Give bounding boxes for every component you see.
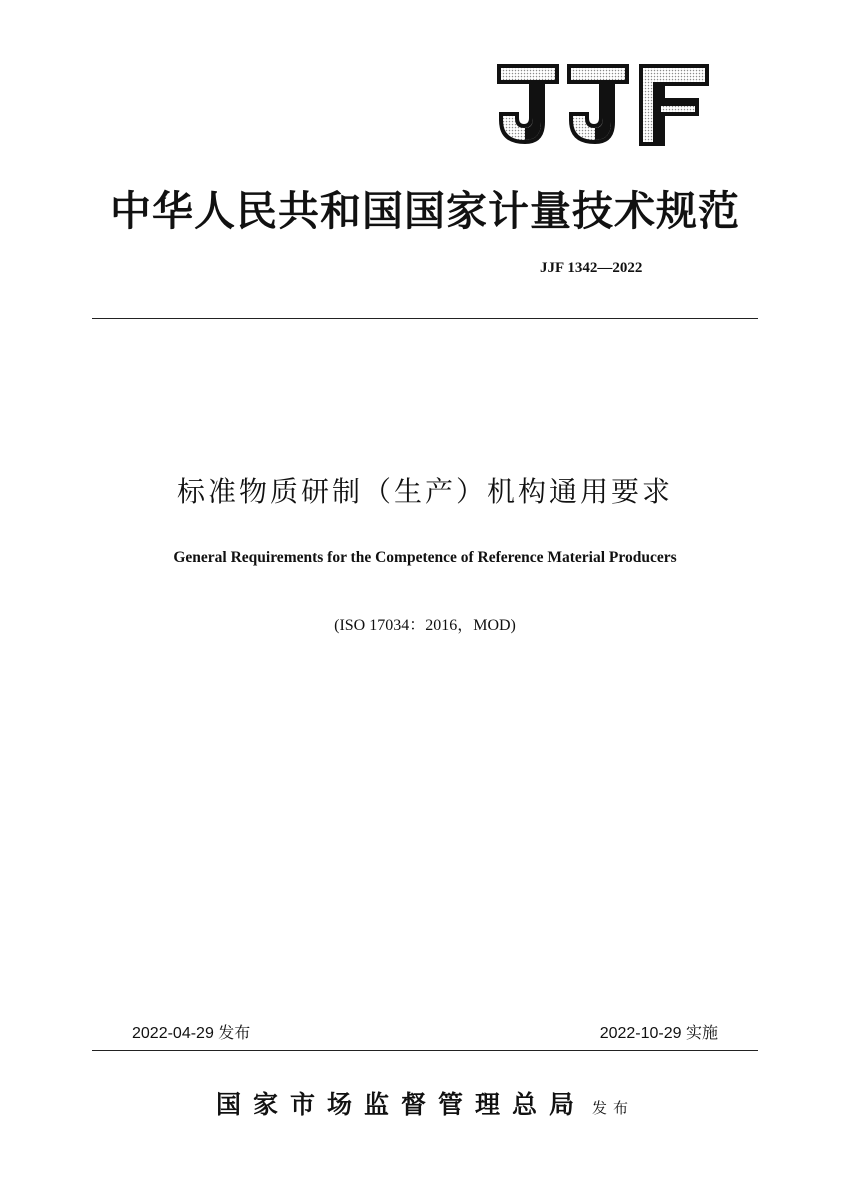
logo-letter-j1 — [497, 64, 559, 144]
standard-code: JJF 1342—2022 — [540, 260, 643, 276]
publish-date: 2022-04-29 发布 — [132, 1025, 251, 1042]
top-divider — [92, 318, 758, 319]
issue-word: 发布 — [592, 1099, 635, 1117]
issuer-line — [0, 1085, 850, 1121]
issuer-name: 国家市场监督管理总局 — [215, 1090, 586, 1119]
document-title-en: General Requirements for the Competence of Reference Material Producers — [173, 549, 677, 566]
logo-letter-j2 — [567, 64, 629, 144]
iso-reference: (ISO 17034：2016，MOD) — [334, 617, 516, 634]
effective-date: 2022-10-29 实施 — [599, 1025, 718, 1042]
logo-letter-f — [639, 64, 709, 146]
bottom-divider — [92, 1050, 758, 1051]
jjf-logo — [493, 60, 711, 150]
document-title-cn: 标准物质研制（生产）机构通用要求 — [176, 475, 673, 508]
standard-category-heading: 中华人民共和国国家计量技术规范 — [110, 187, 740, 235]
